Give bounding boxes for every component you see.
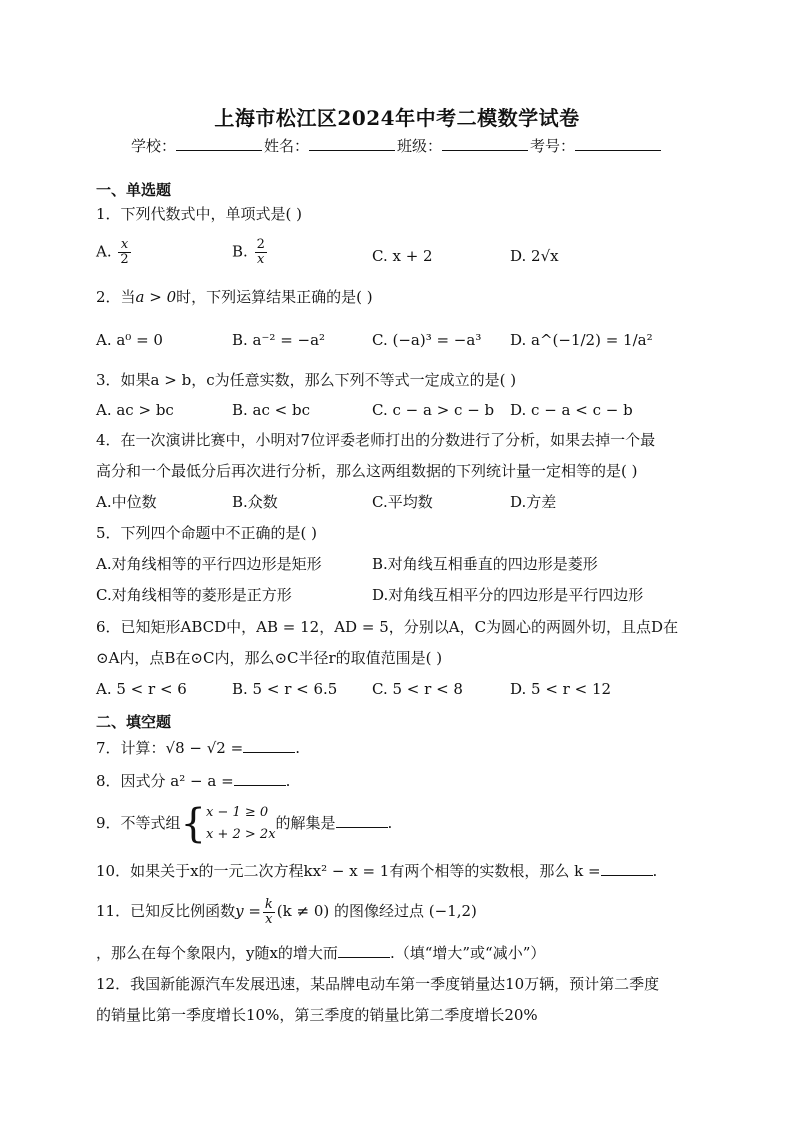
question-5-option-a: A.对角线相等的平行四边形是矩形	[96, 555, 322, 573]
question-12-line-1: 12．我国新能源汽车发展迅速，某品牌电动车第一季度销量达10万辆，预计第二季度	[96, 975, 660, 993]
name-label: 姓名：	[263, 137, 309, 155]
question-4-option-a: A.中位数	[96, 493, 157, 511]
question-4-option-d: D.方差	[510, 493, 557, 511]
question-3-option-a: A. ac > bc	[96, 401, 174, 419]
brace-symbol: {	[180, 801, 206, 847]
number-label: 考号：	[530, 137, 576, 155]
question-12-line-2: 的销量比第一季度增长10%，第三季度的销量比第二季度增长20%	[96, 1006, 538, 1024]
question-6-option-d: D. 5 < r < 12	[510, 680, 612, 698]
question-3-option-b: B. ac < bc	[232, 401, 311, 419]
question-4-option-b: B.众数	[232, 493, 278, 511]
question-7	[96, 738, 698, 758]
student-info-line	[0, 135, 794, 156]
question-text: 8．因式分 a² − a =	[96, 772, 234, 790]
question-1-option-a	[96, 238, 133, 267]
option-letter: B.	[232, 242, 248, 261]
stem-text: 2．当	[96, 288, 136, 306]
question-4-stem-line-1: 4．在一次演讲比赛中，小明对7位评委老师打出的分数进行了分析，如果去掉一个最	[96, 431, 656, 449]
question-2-option-c: C. (−a)³ = −a³	[372, 331, 482, 349]
question-text: 10．如果关于x的一元二次方程kx² − x = 1有两个相等的实数根，那么 k =	[96, 862, 601, 880]
fraction	[255, 238, 267, 267]
question-2-option-b: B. a⁻² = −a²	[232, 331, 326, 349]
question-3-option-c: C. c − a > c − b	[372, 401, 495, 419]
fraction-numerator: x	[118, 238, 130, 253]
question-text: 11．已知反比例函数	[96, 902, 236, 920]
section-heading-single-choice: 一、单选题	[96, 181, 172, 199]
question-1-option-d: D. 2√x	[510, 247, 559, 265]
question-9	[96, 800, 698, 846]
question-6-option-c: C. 5 < r < 8	[372, 680, 463, 698]
question-text: ，那么在每个象限内，y随x的增大而	[96, 944, 338, 962]
question-11-line-2	[96, 943, 698, 963]
question-3-option-d: D. c − a < c − b	[510, 401, 633, 419]
question-1-stem: 1．下列代数式中，单项式是( )	[96, 205, 303, 223]
answer-blank[interactable]	[601, 861, 653, 876]
answer-blank[interactable]	[234, 771, 286, 786]
question-8	[96, 771, 698, 791]
question-10	[96, 861, 698, 881]
inequality-system	[206, 802, 276, 846]
question-text-end: .	[387, 814, 393, 832]
question-text: 的解集是	[275, 814, 336, 832]
question-2-option-d: D. a^(−1/2) = 1/a²	[510, 331, 653, 349]
section-heading-fill-blank: 二、填空题	[96, 713, 172, 731]
question-text: 7．计算：√8 − √2 =	[96, 739, 244, 757]
school-blank[interactable]	[176, 136, 262, 151]
question-5-option-d: D.对角线互相平分的四边形是平行四边形	[372, 586, 644, 604]
fraction-denominator: 2	[120, 252, 129, 267]
question-6-option-b: B. 5 < r < 6.5	[232, 680, 338, 698]
answer-blank[interactable]	[338, 943, 390, 958]
fraction-denominator: x	[257, 252, 265, 267]
option-letter: A.	[96, 242, 112, 261]
class-label: 班级：	[397, 137, 443, 155]
question-text: (k ≠ 0) 的图像经过点 (−1,2)	[276, 902, 477, 920]
question-4-stem-line-2: 高分和一个最低分后再次进行分析，那么这两组数据的下列统计量一定相等的是( )	[96, 462, 638, 480]
question-6-option-a: A. 5 < r < 6	[96, 680, 187, 698]
inequality-2: x + 2 > 2x	[206, 827, 276, 842]
fraction-numerator: 2	[256, 237, 265, 252]
number-blank[interactable]	[575, 136, 661, 151]
question-text-end: .	[285, 772, 291, 790]
question-6-stem-line-1: 6．已知矩形ABCD中，AB = 12，AD = 5，分别以A，C为圆心的两圆外切，且点D在	[96, 618, 679, 636]
exam-title: 上海市松江区2024年中考二模数学试卷	[214, 106, 580, 130]
question-2-option-a: A. a⁰ = 0	[96, 331, 163, 349]
question-3-stem: 3．如果a > b，c为任意实数，那么下列不等式一定成立的是( )	[96, 371, 517, 389]
question-5-option-c: C.对角线相等的菱形是正方形	[96, 586, 292, 604]
stem-text: 时，下列运算结果正确的是( )	[176, 288, 373, 306]
question-1-option-c: C. x + 2	[372, 247, 433, 265]
name-blank[interactable]	[309, 136, 395, 151]
question-6-stem-line-2: ⊙A内，点B在⊙C内，那么⊙C半径r的取值范围是( )	[96, 649, 443, 667]
stem-math: a > 0	[135, 288, 177, 306]
question-text-end: .（填“增大”或“减小”）	[389, 944, 546, 962]
question-text: 9．不等式组	[96, 814, 181, 832]
function-lhs: y =	[235, 902, 261, 920]
question-text-end: .	[295, 739, 300, 757]
answer-blank[interactable]	[336, 813, 388, 828]
school-label: 学校：	[130, 137, 176, 155]
inequality-1: x − 1 ≥ 0	[206, 805, 269, 820]
question-11-line-1	[96, 893, 698, 929]
question-5-stem: 5．下列四个命题中不正确的是( )	[96, 524, 318, 542]
question-4-option-c: C.平均数	[372, 493, 433, 511]
question-1-option-b	[232, 238, 269, 267]
question-2-stem	[96, 287, 698, 307]
fraction-numerator: k	[264, 896, 273, 912]
class-blank[interactable]	[442, 136, 528, 151]
answer-blank[interactable]	[243, 738, 295, 753]
fraction	[263, 898, 275, 927]
question-text-end: .	[652, 862, 658, 880]
fraction	[118, 238, 130, 267]
question-5-option-b: B.对角线互相垂直的四边形是菱形	[372, 555, 598, 573]
fraction-denominator: x	[265, 911, 273, 927]
